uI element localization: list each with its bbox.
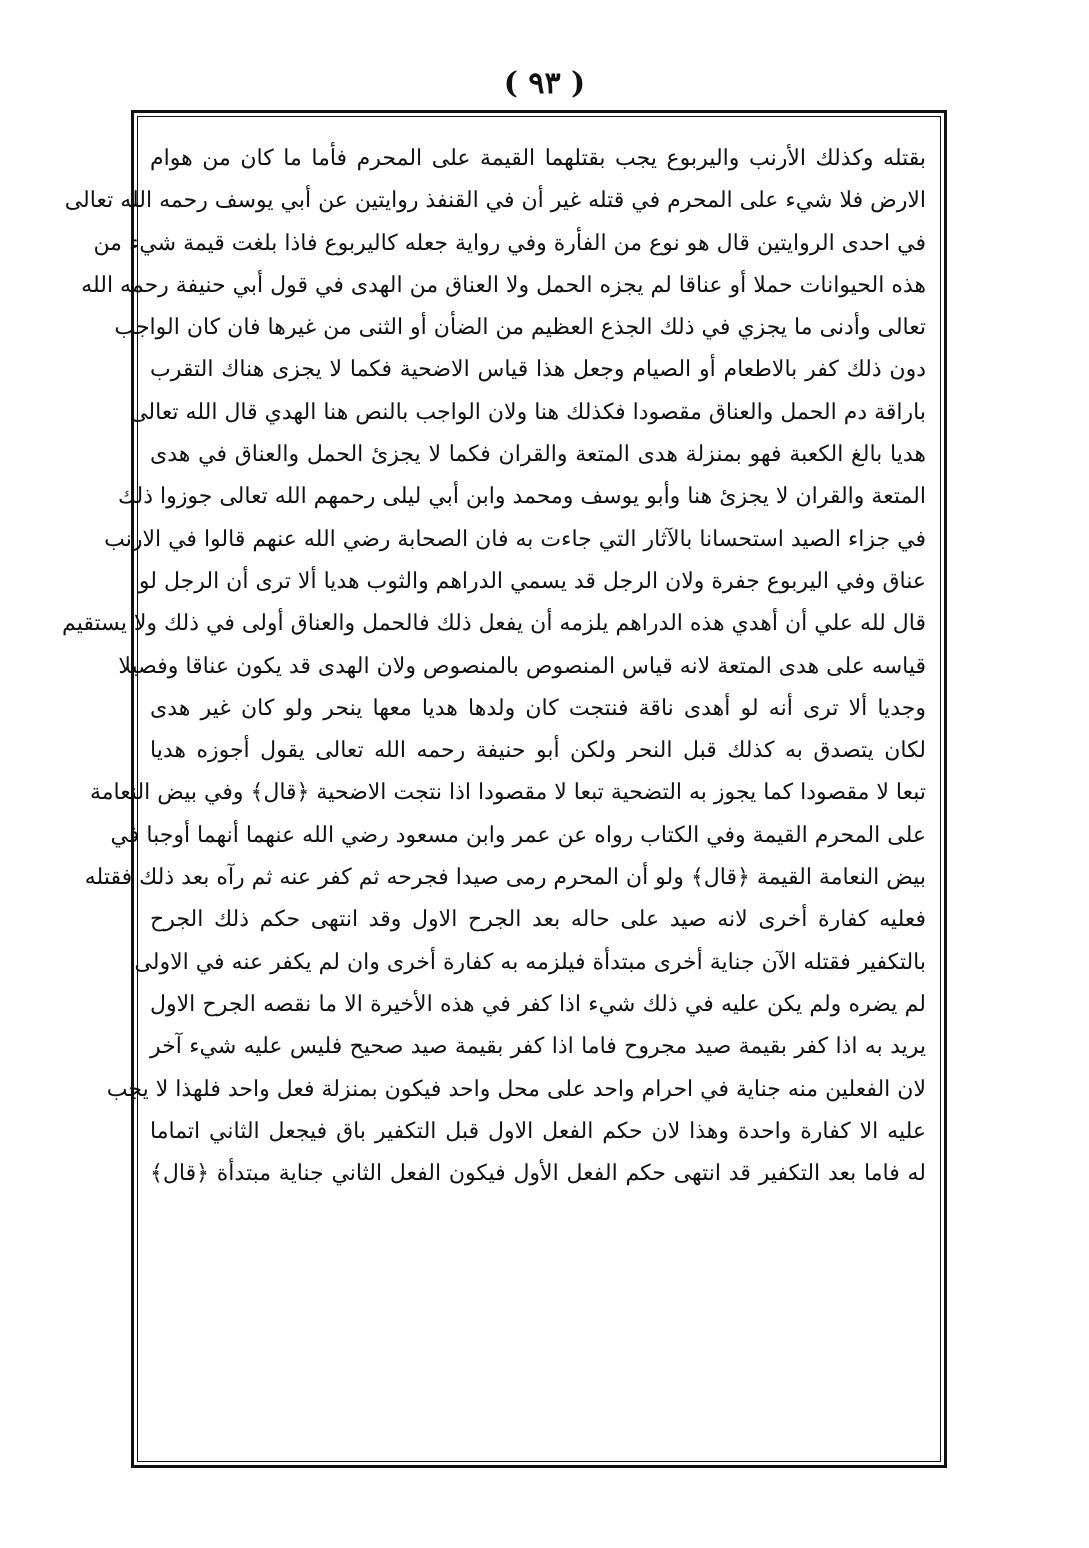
text-line: على المحرم القيمة وفي الكتاب رواه عن عمر وابن مسعود رضي الله عنهما أنهما أوجبا في — [110, 822, 926, 848]
text-line: الارض فلا شيء على المحرم في قتله غير أن في القنفذ روايتين عن أبي يوسف رحمه الله تعالى — [64, 188, 926, 214]
text-line: تعالى وأدنى ما يجزي في ذلك الجذع العظيم من الضأن أو الثنى من غيرها فان كان الواجب — [114, 315, 926, 341]
text-line: عليه الا كفارة واحدة وهذا لان حكم الفعل الاول قبل التكفير باق فيجعل الثاني اتماما — [150, 1118, 926, 1144]
text-line: فعليه كفارة أخرى لانه صيد على حاله بعد الجرح الاول وقد انتهى حكم ذلك الجرح — [150, 907, 926, 933]
text-line: هديا بالغ الكعبة فهو بمنزلة هدى المتعة والقران فكما لا يجزئ الحمل والعناق في هدى — [150, 442, 926, 468]
text-line: لم يضره ولم يكن عليه في ذلك شيء اذا كفر في هذه الأخيرة الا ما نقصه الجرح الاول — [150, 991, 926, 1017]
text-line: دون ذلك كفر بالاطعام أو الصيام وجعل هذا قياس الاضحية فكما لا يجزى هناك التقرب — [150, 357, 926, 383]
text-line: المتعة والقران لا يجزئ هنا وأبو يوسف ومحمد وابن أبي ليلى رحمهم الله تعالى جوزوا ذلك — [117, 484, 926, 510]
text-line: وجديا ألا ترى أنه لو أهدى ناقة فنتجت كان ولدها هديا معها ينحر ولو كان غير هدى — [150, 695, 926, 721]
page-number: ( ٩٣ ) — [503, 66, 586, 101]
text-line: يريد به اذا كفر بقيمة صيد مجروح فاما اذا كفر بقيمة صيد صحيح فليس عليه شيء آخر — [150, 1034, 926, 1060]
text-line: عناق وفي اليربوع جفرة ولان الرجل قد يسمي الدراهم والثوب هديا ألا ترى أن الرجل لو — [138, 568, 926, 594]
body-text — [62, 138, 926, 1450]
text-line: لكان يتصدق به كذلك قبل النحر ولكن أبو حنيفة رحمه الله تعالى يقول أجوزه هديا — [150, 738, 926, 764]
text-line: له فاما بعد التكفير قد انتهى حكم الفعل الأول فيكون الفعل الثاني جناية مبتدأة ﴿قال﴾ — [150, 1161, 926, 1187]
text-line: بالتكفير فقتله الآن جناية أخرى مبتدأة فيلزمه به كفارة أخرى وان لم يكفر عنه في الاولى — [134, 949, 926, 975]
text-line: بيض النعامة القيمة ﴿قال﴾ ولو أن المحرم رمى صيدا فجرحه ثم كفر عنه ثم رآه بعد ذلك فقتله — [84, 865, 926, 891]
text-line: باراقة دم الحمل والعناق مقصودا فكذلك هنا ولان الواجب بالنص هنا الهدي قال الله تعالى — [130, 399, 926, 425]
text-line: لان الفعلين منه جناية في احرام واحد على محل واحد فيكون بمنزلة فعل واحد فلهذا لا يجب — [106, 1076, 926, 1102]
text-line: هذه الحيوانات حملا أو عناقا لم يجزه الحمل ولا العناق من الهدى في قول أبي حنيفة رحمه الله — [81, 272, 926, 298]
text-line: بقتله وكذلك الأرنب واليربوع يجب بقتلهما القيمة على المحرم فأما ما كان من هوام — [150, 146, 926, 171]
text-line: قياسه على هدى المتعة لانه قياس المنصوص بالمنصوص ولان الهدى قد يكون عناقا وفصيلا — [118, 653, 926, 679]
text-line: في احدى الروايتين قال هو نوع من الفأرة وفي رواية جعله كاليربوع فاذا بلغت قيمة شيء من — [93, 230, 926, 256]
text-line: قال لله علي أن أهدي هذه الدراهم يلزمه أن يفعل ذلك فالحمل والعناق أولى في ذلك ولا يستقيم — [62, 611, 926, 637]
text-line: في جزاء الصيد استحسانا بالآثار التي جاءت به فان الصحابة رضي الله عنهم قالوا في الارنب — [104, 526, 926, 552]
text-line: تبعا لا مقصودا كما يجوز به التضحية تبعا لا مقصودا اذا نتجت الاضحية ﴿قال﴾ وفي بيض النعامة — [89, 780, 926, 806]
